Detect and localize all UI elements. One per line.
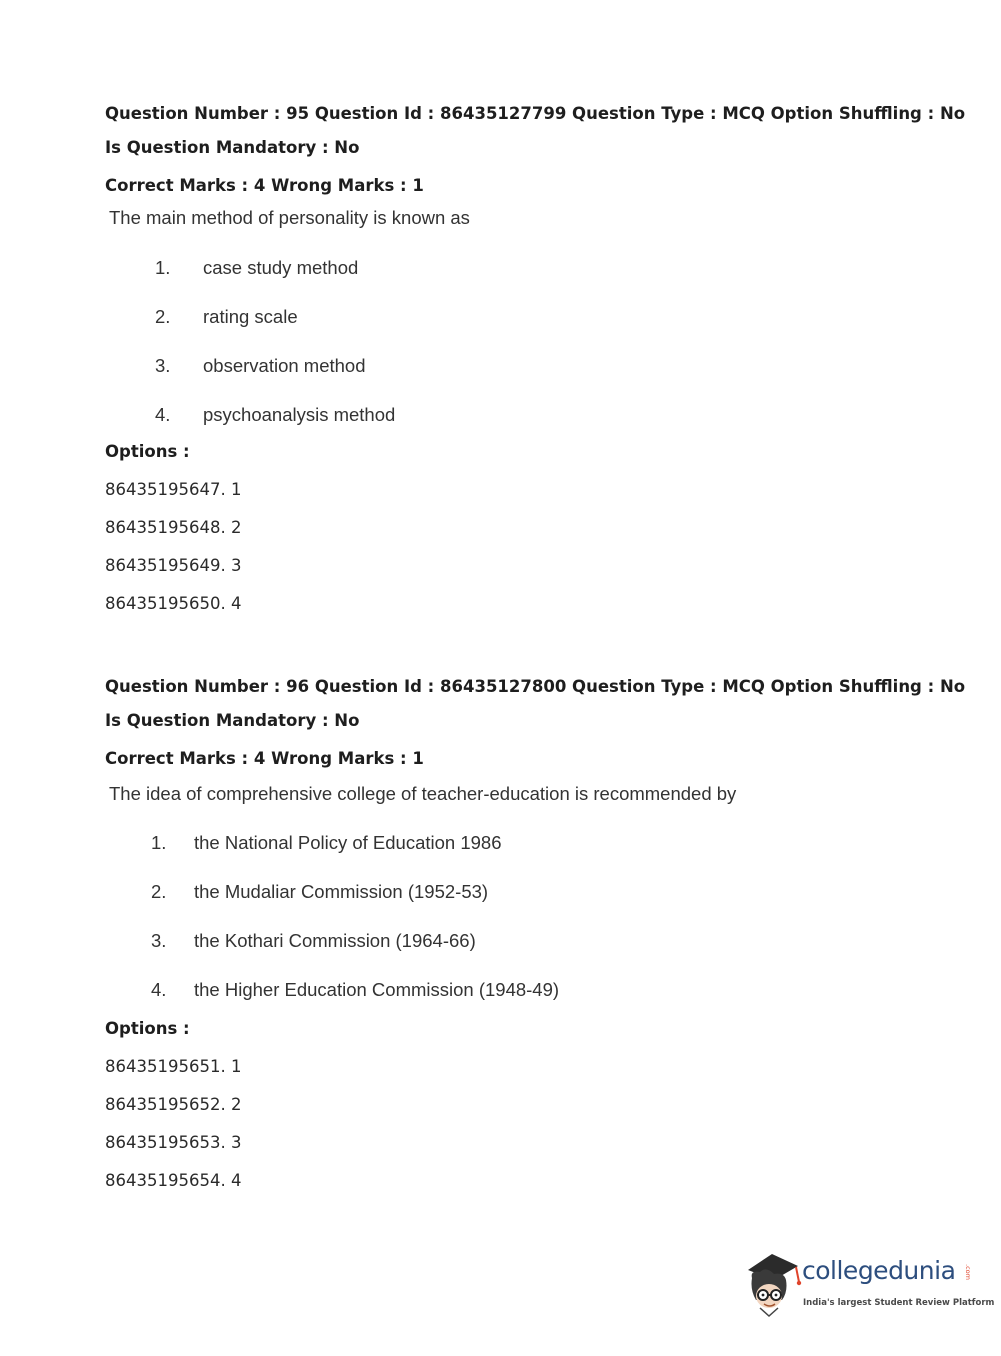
- option-id: 86435195650. 4: [105, 594, 242, 613]
- logo-wordmark: collegedunia: [802, 1256, 956, 1285]
- options-label: Options :: [105, 1019, 190, 1038]
- mandatory-line: Is Question Mandatory : No: [105, 711, 360, 730]
- question-text: The main method of personality is known as: [109, 207, 470, 228]
- question-text: The idea of comprehensive college of teacher-education is recommended by: [109, 783, 737, 804]
- option-id: 86435195647. 1: [105, 480, 242, 499]
- marks-line: Correct Marks : 4 Wrong Marks : 1: [105, 749, 424, 768]
- mascot-icon: [742, 1248, 802, 1320]
- mandatory-line: Is Question Mandatory : No: [105, 138, 360, 157]
- option-id: 86435195652. 2: [105, 1095, 242, 1114]
- option-id: 86435195648. 2: [105, 518, 242, 537]
- options-label: Options :: [105, 442, 190, 461]
- marks-line: Correct Marks : 4 Wrong Marks : 1: [105, 176, 424, 195]
- option-id: 86435195651. 1: [105, 1057, 242, 1076]
- option-id: 86435195654. 4: [105, 1171, 242, 1190]
- option-id: 86435195649. 3: [105, 556, 242, 575]
- option-id: 86435195653. 3: [105, 1133, 242, 1152]
- question-header: Question Number : 96 Question Id : 86435127800 Question Type : MCQ Option Shuffling : No: [105, 677, 966, 696]
- collegedunia-logo: [742, 1248, 995, 1320]
- logo-tagline: India's largest Student Review Platform: [803, 1298, 995, 1308]
- logo-domain-suffix: .com: [964, 1264, 972, 1280]
- question-header: Question Number : 95 Question Id : 86435127799 Question Type : MCQ Option Shuffling : No: [105, 104, 966, 123]
